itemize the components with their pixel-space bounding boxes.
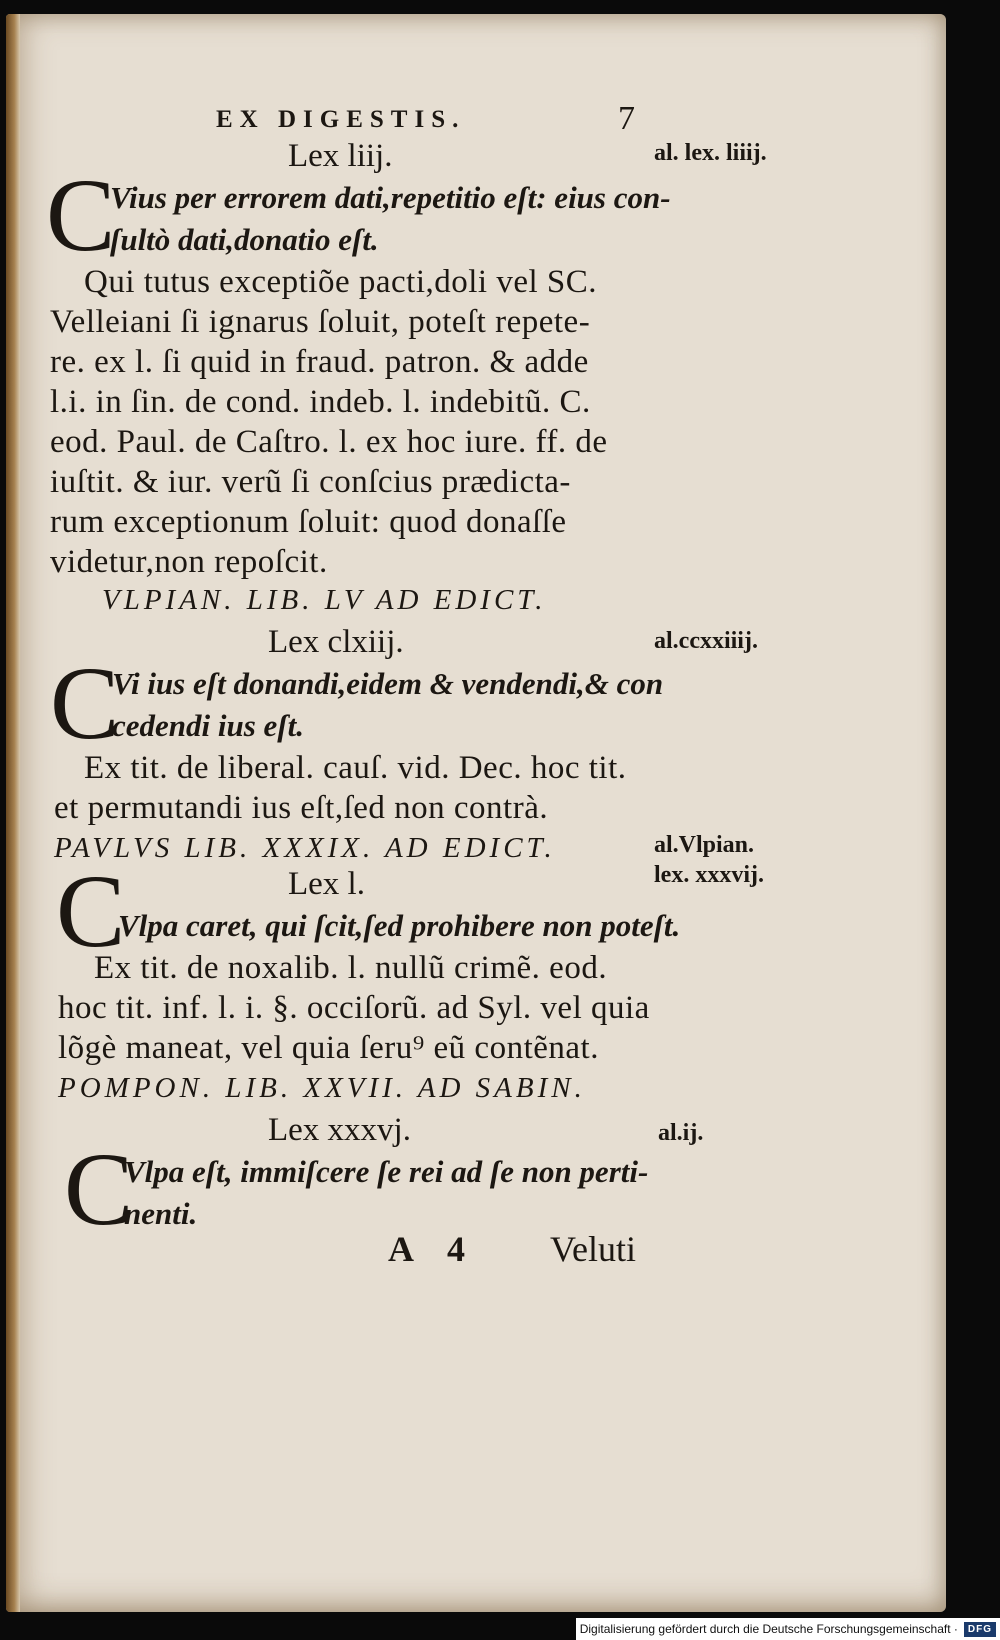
author-line: VLPIAN. LIB. LV AD EDICT. (102, 584, 547, 616)
catchword: Veluti (550, 1229, 636, 1269)
gloss-line: Qui tutus exceptiõe pacti,doli vel SC. (84, 264, 598, 300)
maxim-line: Vlpa eſt, immiſcere ſe rei ad ſe non perti- (124, 1154, 649, 1189)
book-spine (6, 14, 20, 1612)
digitization-credit (576, 1618, 1000, 1640)
gloss-line: l.i. in ſin. de cond. indeb. l. indebitũ. C. (50, 384, 591, 420)
gloss-line: rum exceptionum ſoluit: quod donaſſe (50, 504, 567, 540)
dfg-logo-icon: DFG (964, 1622, 996, 1637)
credit-text: Digitalisierung gefördert durch die Deutsche Forschungsgemeinschaft · (579, 1622, 958, 1636)
lex-heading: Lex clxiij. (268, 624, 404, 660)
lex-heading: Lex xxxvj. (268, 1112, 411, 1148)
gloss-line: lõgè maneat, vel quia ſeru⁹ eũ contẽnat. (58, 1030, 599, 1066)
maxim-line: Vius per errorem dati,repetitio eſt: eius con- (110, 180, 671, 215)
maxim-line: Vi ius eſt donandi,eidem & vendendi,& con (112, 666, 664, 701)
book-page (6, 14, 946, 1612)
gloss-line: videtur,non repoſcit. (50, 544, 328, 580)
maxim-line: cedendi ius eſt. (112, 708, 304, 743)
drop-initial: C (50, 646, 120, 761)
author-line: PAVLVS LIB. XXXIX. AD EDICT. (54, 832, 556, 864)
lex-heading: Lex l. (288, 866, 365, 902)
maxim-line: nenti. (124, 1196, 198, 1231)
margin-note: lex. xxxvij. (654, 862, 764, 888)
margin-note: al.Vlpian. (654, 832, 755, 858)
running-title: EX DIGESTIS. (216, 106, 466, 133)
gloss-line: re. ex l. ſi quid in fraud. patron. & adde (50, 344, 589, 380)
signature-mark: A 4 (388, 1229, 466, 1269)
gloss-line: Ex tit. de noxalib. l. nullũ crimẽ. eod. (94, 950, 608, 986)
drop-initial: C (56, 854, 126, 969)
margin-note: al. lex. liiij. (654, 140, 767, 166)
page-number: 7 (618, 100, 635, 137)
gloss-line: iuſtit. & iur. verũ ſi conſcius prædicta- (50, 464, 571, 500)
margin-note: al.ij. (658, 1120, 704, 1146)
gloss-line: Velleiani ſi ignarus ſoluit, poteſt repete- (50, 304, 591, 340)
gloss-line: eod. Paul. de Caſtro. l. ex hoc iure. ff. de (50, 424, 608, 460)
maxim-line: ſultò dati,donatio eſt. (110, 222, 379, 257)
drop-initial: C (64, 1132, 134, 1247)
gloss-line: hoc tit. inf. l. i. §. occiſorũ. ad Syl. vel quia (58, 990, 650, 1026)
drop-initial: C (46, 158, 116, 273)
gloss-line: Ex tit. de liberal. cauſ. vid. Dec. hoc tit. (84, 750, 627, 786)
author-line: POMPON. LIB. XXVII. AD SABIN. (58, 1072, 586, 1104)
gloss-line: et permutandi ius eſt,ſed non contrà. (54, 790, 549, 826)
margin-note: al.ccxxiiij. (654, 628, 758, 654)
lex-heading: Lex liij. (288, 138, 393, 174)
maxim-line: Vlpa caret, qui ſcit,ſed prohibere non poteſt. (118, 908, 681, 943)
